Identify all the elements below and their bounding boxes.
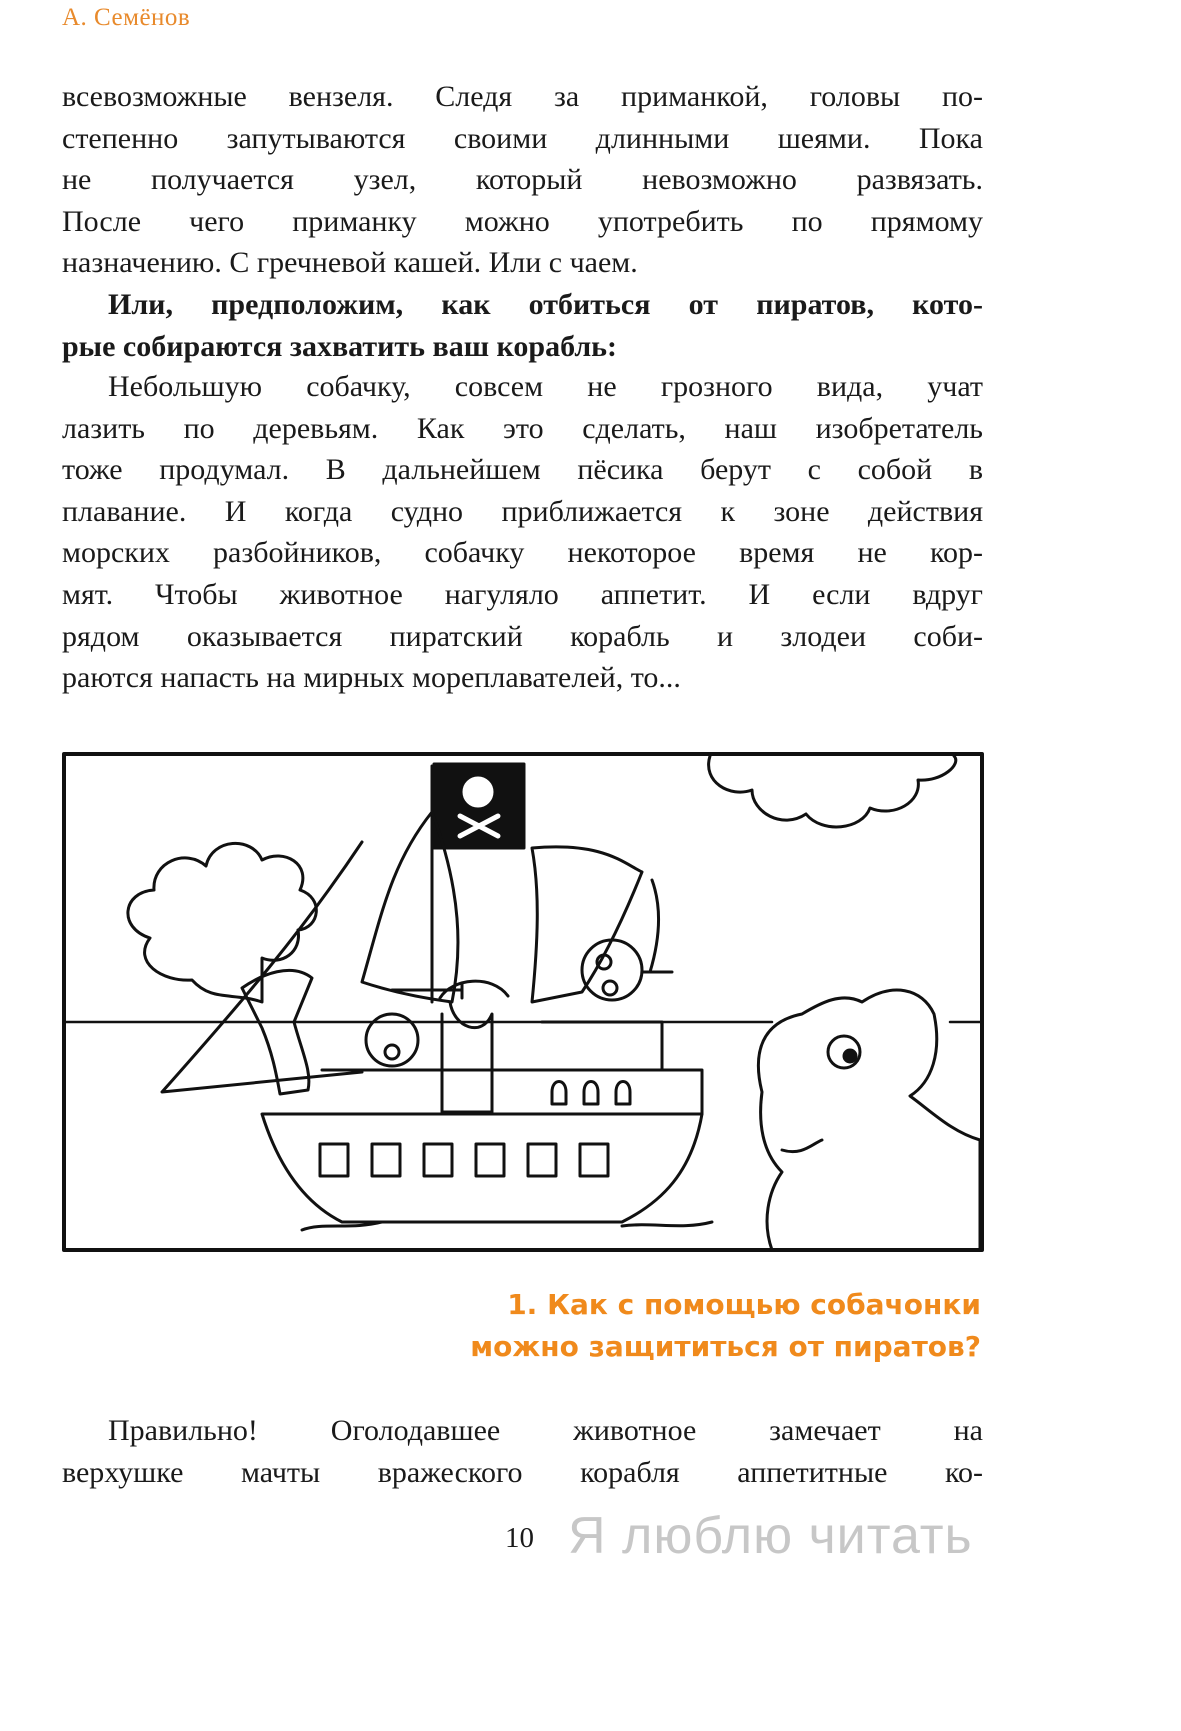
- question-line: можно защититься от пиратов?: [470, 1330, 981, 1363]
- watermark: Я люблю читать: [568, 1507, 973, 1565]
- text-line: После чего приманку можно употребить по прямому: [62, 204, 983, 238]
- dog-icon: [758, 990, 980, 1250]
- text-line: Правильно! Оголодавшее животное замечает на: [108, 1414, 983, 1447]
- page-number: 10: [505, 1522, 534, 1554]
- sail-icon: [532, 847, 642, 1002]
- text-line: лазить по деревьям. Как это сделать, наш изобретатель: [62, 411, 983, 445]
- portholes: [320, 1082, 630, 1177]
- text-line: морских разбойников, собачку некоторое время не кор-: [62, 536, 983, 570]
- saber-icon: [642, 880, 672, 972]
- cloud-icon: [709, 756, 956, 827]
- text-line: всевозможные вензеля. Следя за приманкой, головы по-: [62, 80, 983, 113]
- ship-hull-icon: [262, 1114, 702, 1222]
- question-heading: [281, 1284, 981, 1368]
- smoke-icon: [128, 843, 316, 1002]
- question-line: 1. Как с помощью собачонки: [507, 1288, 981, 1321]
- text-line: не получается узел, который невозможно развязать.: [62, 163, 983, 197]
- text-line: тоже продумал. В дальнейшем пёсика берут с собой в: [62, 453, 983, 487]
- text-line: рядом оказывается пиратский корабль и злодеи соби-: [62, 619, 983, 653]
- running-head-author: А. Семёнов: [62, 4, 191, 31]
- text-line: Или, предположим, как отбиться от пиратов, кото-: [108, 288, 983, 321]
- text-line: мят. Чтобы животное нагуляло аппетит. И если вдруг: [62, 577, 983, 611]
- text-line: назначению. С гречневой кашей. Или с чаем.: [62, 246, 638, 280]
- question-intro: [62, 284, 983, 367]
- text-line: верхушке мачты вражеского корабля аппетитные ко-: [62, 1455, 983, 1489]
- paragraph-3: [62, 1410, 983, 1493]
- text-line: Небольшую собачку, совсем не грозного вида, учат: [108, 370, 983, 403]
- text-line: рые собираются захватить ваш корабль:: [62, 329, 618, 363]
- text-line: плавание. И когда судно приближается к зоне действия: [62, 494, 983, 528]
- paragraph-2: [62, 366, 983, 699]
- paragraph-1: [62, 76, 983, 284]
- pirate-face-icon: [582, 940, 642, 1000]
- pirate-ship-illustration: [62, 752, 984, 1252]
- text-line: раются напасть на мирных мореплавателей, то...: [62, 661, 681, 695]
- text-line: степенно запутываются своими длинными шеями. Пока: [62, 121, 983, 155]
